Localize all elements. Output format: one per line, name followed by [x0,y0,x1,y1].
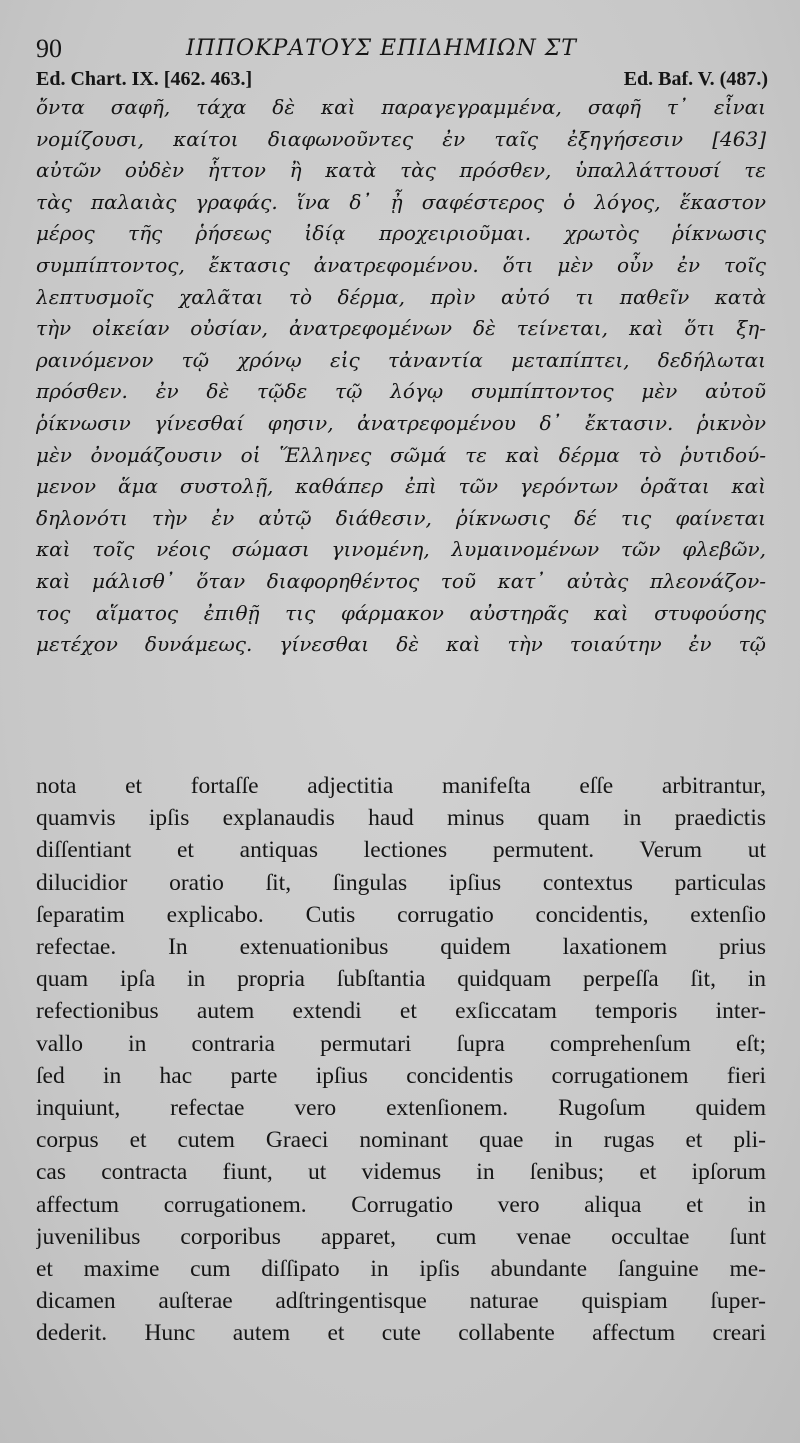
latin-line: corpus et cutem Graeci nominant quae in rugas et pli- [36,1127,766,1154]
greek-line: τὰς παλαιὰς γραφάς. ἵνα δ᾽ ᾖ σαφέστερος ὁ λόγος, ἕκαστον [36,189,766,214]
greek-text-block [36,92,766,661]
latin-line: dederit. Hunc autem et cute collabente affectum creari [36,1320,766,1347]
greek-line: δηλονότι τὴν ἐν αὐτῷ διάθεσιν, ῥίκνωσις δέ τις φαίνεται [36,505,766,530]
greek-line: ῥίκνωσιν γίνεσθαί φησιν, ἀνατρεφομένου δ᾽ ἔκτασιν. ῥικνὸν [36,410,766,435]
latin-translation-block [36,770,766,1350]
running-title: ΙΠΠΟΚΡΑΤΟΥΣ ΕΠΙΔΗΜΙΩΝ ΣΤ [186,36,577,61]
latin-line: ſeparatim explicabo. Cutis corrugatio concidentis, extenſio [36,901,766,928]
greek-line: τὴν οἰκείαν οὐσίαν, ἀνατρεφομένων δὲ τείνεται, καὶ ὅτι ξη- [36,316,766,341]
greek-line: λεπτυσμοῖς χαλᾶται τὸ δέρμα, πρὶν αὐτό τι παθεῖν κατὰ [36,284,766,309]
page-number: 90 [36,34,62,63]
latin-line: et maxime cum diſſipato in ipſis abundante ſanguine me- [36,1256,766,1283]
greek-line: συμπίπτοντος, ἔκτασις ἀνατρεφομένου. ὅτι μὲν οὖν ἐν τοῖς [36,252,766,277]
latin-line: diſſentiant et antiquas lectiones permutent. Verum ut [36,837,766,864]
page-header [36,30,776,70]
latin-line: quamvis ipſis explanaudis haud minus quam in praedictis [36,805,766,832]
latin-line: nota et fortaſſe adjectitia manifeſta eſſe arbitrantur, [36,773,766,799]
edition-reference-left: Ed. Chart. IX. [462. 463.] [36,68,253,90]
latin-line: dicamen auſterae adſtringentisque naturae quispiam ſuper- [36,1288,766,1315]
greek-line: πρόσθεν. ἐν δὲ τῷδε τῷ λόγῳ συμπίπτοντος μὲν αὐτοῦ [36,379,766,404]
latin-line: inquiunt, refectae vero extenſionem. Rugoſum quidem [36,1095,766,1122]
greek-line: καὶ μάλισθ᾽ ὅταν διαφορηθέντος τοῦ κατ᾽ αὐτὰς πλεονάζον- [36,568,766,593]
greek-line: μενον ἅμα συστολῇ, καθάπερ ἐπὶ τῶν γερόντων ὁρᾶται καὶ [36,474,766,499]
latin-line: dilucidior oratio ſit, ſingulas ipſius contextus particulas [36,869,766,896]
greek-line: τος αἵματος ἐπιθῇ τις φάρμακον αὐστηρᾶς καὶ στυφούσης [36,600,766,625]
greek-line: νομίζουσι, καίτοι διαφωνοῦντες ἐν ταῖς ἐξηγήσεσιν [463] [36,126,766,151]
greek-line: ραινόμενον τῷ χρόνῳ εἰς τἀναντία μεταπίπτει, δεδήλωται [36,347,766,372]
latin-line: ſed in hac parte ipſius concidentis corrugationem fieri [36,1062,766,1089]
greek-line: μετέχον δυνάμεως. γίνεσθαι δὲ καὶ τὴν τοιαύτην ἐν τῷ [36,632,766,657]
greek-line: μέρος τῆς ῥήσεως ἰδίᾳ προχειριοῦμαι. χρωτὸς ῥίκνωσις [36,221,766,246]
greek-line: ὄντα σαφῆ, τάχα δὲ καὶ παραγεγραμμένα, σαφῆ τ᾽ εἶναι [36,95,766,119]
latin-line: cas contracta fiunt, ut videmus in ſenibus; et ipſorum [36,1159,766,1186]
greek-line: μὲν ὀνομάζουσιν οἱ Ἕλληνες σῶμά τε καὶ δέρμα τὸ ῥυτιδού- [36,442,766,467]
latin-line: affectum corrugationem. Corrugatio vero aliqua et in [36,1191,766,1218]
edition-reference-right: Ed. Baf. V. (487.) [623,68,768,90]
latin-line: refectionibus autem extendi et exſiccatam temporis inter- [36,998,766,1025]
greek-line: αὐτῶν οὐδὲν ἧττον ἢ κατὰ τὰς πρόσθεν, ὑπαλλάττουσί τε [36,158,766,183]
latin-line: vallo in contraria permutari ſupra comprehenſum eſt; [36,1030,766,1057]
greek-line: καὶ τοῖς νέοις σώμασι γινομένη, λυμαινομένων τῶν φλεβῶν, [36,537,766,562]
latin-line: quam ipſa in propria ſubſtantia quidquam perpeſſa ſit, in [36,966,766,993]
latin-line: juvenilibus corporibus apparet, cum venae occultae ſunt [36,1223,766,1250]
latin-line: refectae. In extenuationibus quidem laxationem prius [36,934,766,961]
